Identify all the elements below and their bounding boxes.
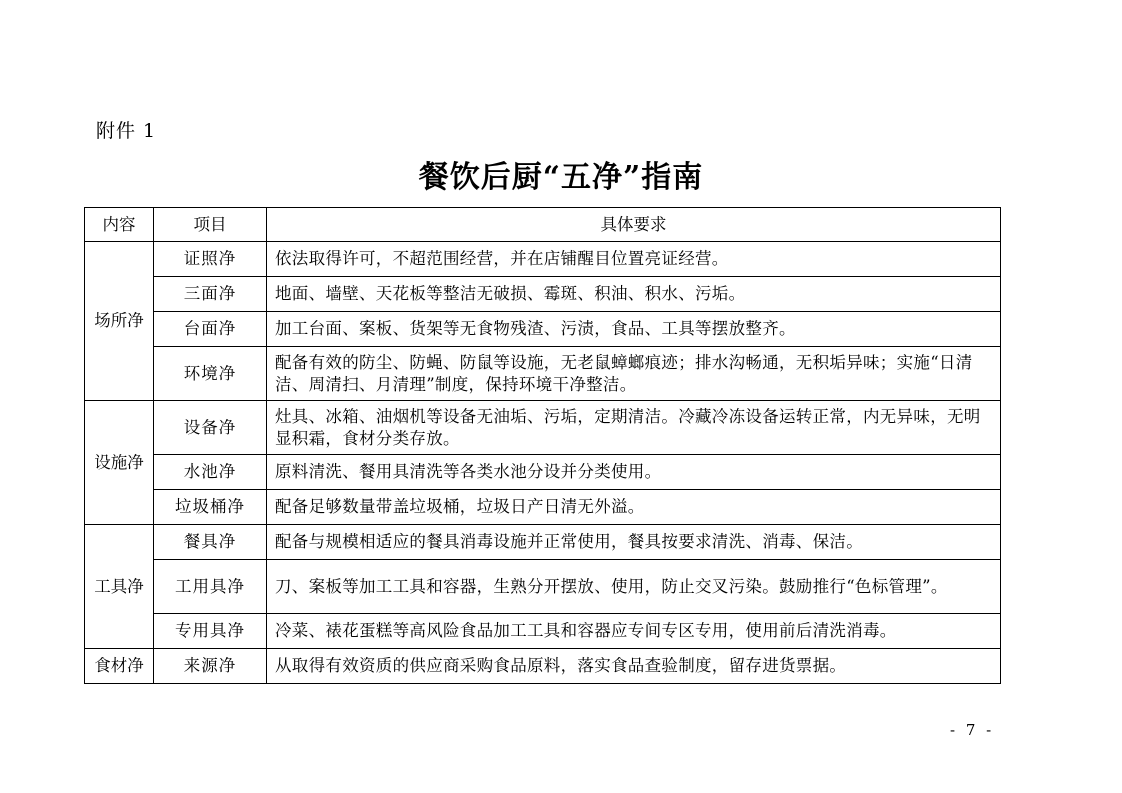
requirement-cell: 从取得有效资质的供应商采购食品原料，落实食品查验制度，留存进货票据。 <box>267 649 1001 684</box>
requirement-cell: 原料清洗、餐用具清洗等各类水池分设并分类使用。 <box>267 455 1001 490</box>
requirement-cell: 依法取得许可，不超范围经营，并在店铺醒目位置亮证经营。 <box>267 242 1001 277</box>
guide-table <box>84 207 1001 684</box>
table-row <box>85 277 1001 312</box>
requirement-cell: 刀、案板等加工工具和容器，生熟分开摆放、使用，防止交叉污染。鼓励推行“色标管理”。 <box>267 560 1001 614</box>
item-cell: 来源净 <box>154 649 267 684</box>
table-row <box>85 401 1001 455</box>
item-cell: 三面净 <box>154 277 267 312</box>
item-cell: 环境净 <box>154 347 267 401</box>
table-row <box>85 312 1001 347</box>
item-cell: 设备净 <box>154 401 267 455</box>
item-cell: 水池净 <box>154 455 267 490</box>
item-cell: 餐具净 <box>154 525 267 560</box>
table-row <box>85 347 1001 401</box>
item-cell: 工用具净 <box>154 560 267 614</box>
table-row <box>85 614 1001 649</box>
item-cell: 证照净 <box>154 242 267 277</box>
item-cell: 台面净 <box>154 312 267 347</box>
document-title: 餐饮后厨“五净”指南 <box>418 160 704 195</box>
requirement-cell: 加工台面、案板、货架等无食物残渣、污渍，食品、工具等摆放整齐。 <box>267 312 1001 347</box>
attachment-label: 附件 1 <box>96 120 157 142</box>
requirement-cell: 灶具、冰箱、油烟机等设备无油垢、污垢，定期清洁。冷藏冷冻设备运转正常，内无异味，无明显积霜，食材分类存放。 <box>267 401 1001 455</box>
category-cell: 设施净 <box>85 401 154 525</box>
requirement-cell: 配备有效的防尘、防蝇、防鼠等设施，无老鼠蟑螂痕迹；排水沟畅通，无积垢异味；实施“日清洁、周清扫、月清理”制度，保持环境干净整洁。 <box>267 347 1001 401</box>
category-cell: 工具净 <box>85 525 154 649</box>
table-row <box>85 242 1001 277</box>
requirement-cell: 配备足够数量带盖垃圾桶，垃圾日产日清无外溢。 <box>267 490 1001 525</box>
table-row <box>85 490 1001 525</box>
table-row <box>85 525 1001 560</box>
table-row <box>85 560 1001 614</box>
requirement-cell: 冷菜、裱花蛋糕等高风险食品加工工具和容器应专间专区专用，使用前后清洗消毒。 <box>267 614 1001 649</box>
requirement-cell: 配备与规模相适应的餐具消毒设施并正常使用，餐具按要求清洗、消毒、保洁。 <box>267 525 1001 560</box>
table-header-row <box>85 208 1001 242</box>
requirement-cell: 地面、墙壁、天花板等整洁无破损、霉斑、积油、积水、污垢。 <box>267 277 1001 312</box>
header-item: 项目 <box>154 208 267 242</box>
item-cell: 专用具净 <box>154 614 267 649</box>
table-row <box>85 649 1001 684</box>
item-cell: 垃圾桶净 <box>154 490 267 525</box>
table-row <box>85 455 1001 490</box>
page-number: - 7 - <box>950 721 995 739</box>
category-cell: 场所净 <box>85 242 154 401</box>
category-cell: 食材净 <box>85 649 154 684</box>
header-content: 内容 <box>85 208 154 242</box>
header-requirement: 具体要求 <box>267 208 1001 242</box>
